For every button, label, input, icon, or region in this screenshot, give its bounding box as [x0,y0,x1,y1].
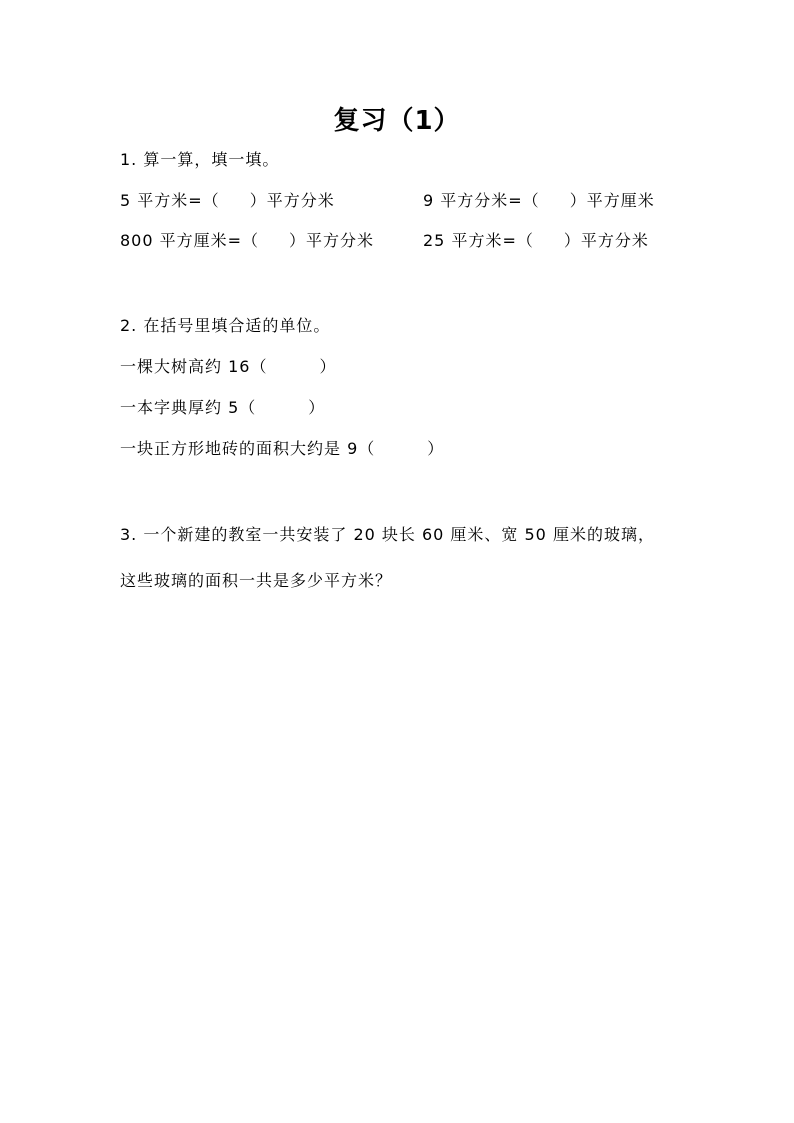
item-suffix: ）平方分米 [249,191,335,210]
item-prefix: 5 平方米=（ [120,191,220,210]
page-title: 复习（1） [333,106,461,136]
question-2-item-2 [120,398,325,418]
question-2-heading: 2. 在括号里填合适的单位。 [120,316,331,335]
question-2-item-1 [120,357,336,377]
item-suffix: ）平方分米 [289,231,375,250]
question-1-item-2 [423,191,655,211]
question-2-item-3 [120,439,444,459]
item-prefix: 9 平方分米=（ [423,191,540,210]
item-prefix: 800 平方厘米=（ [120,231,260,250]
question-1-item-3 [120,231,374,251]
question-1-item-4 [423,231,649,251]
item-suffix: ） [308,398,326,417]
item-prefix: 一本字典厚约 5（ [120,398,257,417]
question-3-line-2: 这些玻璃的面积一共是多少平方米？ [120,571,393,590]
item-suffix: ）平方厘米 [569,191,655,210]
item-prefix: 一块正方形地砖的面积大约是 9（ [120,439,376,458]
item-prefix: 25 平方米=（ [423,231,534,250]
item-suffix: ） [427,439,445,458]
question-3-line-1: 3. 一个新建的教室一共安装了 20 块长 60 厘米、宽 50 厘米的玻璃， [120,525,655,544]
question-1-item-1 [120,191,335,211]
question-1-heading: 1. 算一算，填一填。 [120,150,280,169]
item-suffix: ）平方分米 [563,231,649,250]
item-prefix: 一棵大树高约 16（ [120,357,268,376]
item-suffix: ） [319,357,337,376]
